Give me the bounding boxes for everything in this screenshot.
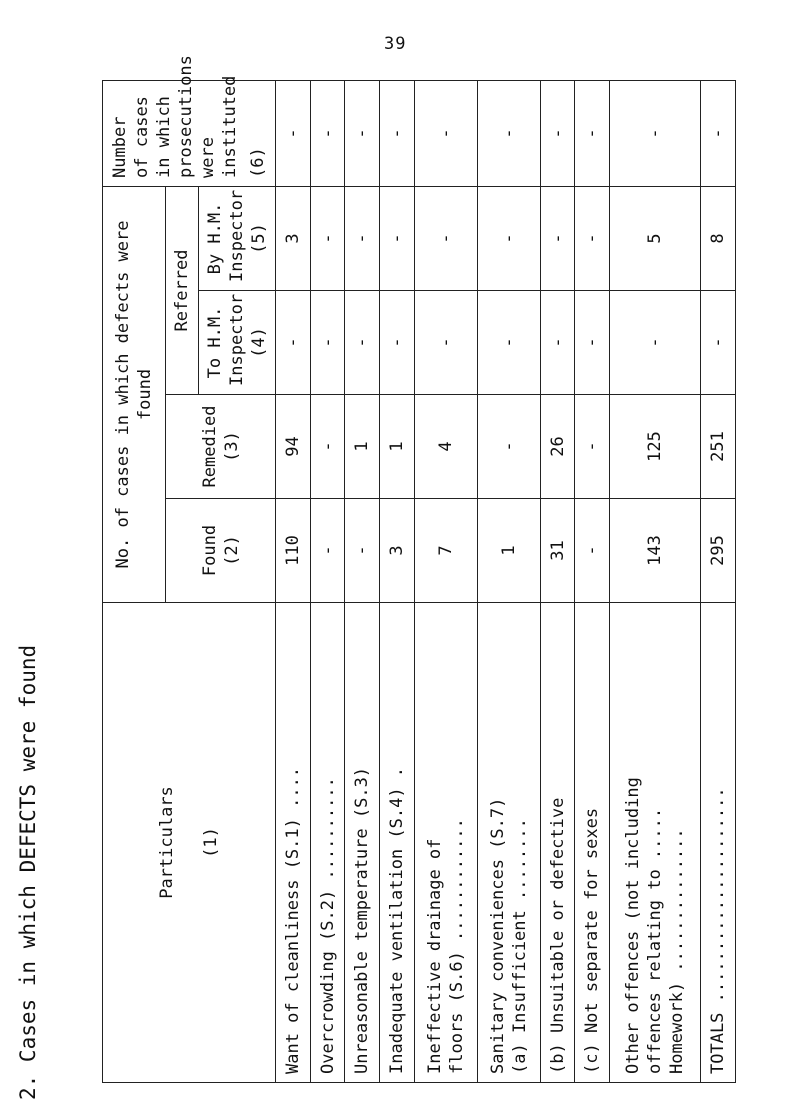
totals-row	[701, 80, 736, 1082]
row-found: 1	[477, 499, 540, 603]
particulars-header-label: Particulars	[157, 786, 177, 899]
row-remedied: -	[310, 395, 345, 499]
row-by-inspector: -	[575, 186, 610, 290]
row-to-inspector: -	[540, 291, 575, 395]
row-prosecutions: -	[610, 80, 701, 186]
row-found: 143	[610, 499, 701, 603]
row-by-inspector: -	[414, 186, 477, 290]
totals-found: 295	[701, 499, 736, 603]
row-particulars-line-3: Homework) ..............	[667, 828, 688, 1074]
totals-prosecutions: -	[701, 80, 736, 186]
row-prosecutions: -	[345, 80, 380, 186]
row-to-inspector: -	[345, 291, 380, 395]
row-found: 31	[540, 499, 575, 603]
row-by-inspector: 3	[276, 186, 311, 290]
by-inspector-header	[199, 186, 276, 290]
row-prosecutions: -	[276, 80, 311, 186]
totals-by-inspector: 8	[701, 186, 736, 290]
row-prosecutions: -	[414, 80, 477, 186]
row-particulars: Inadequate ventilation (S.4) .	[380, 603, 415, 1083]
row-to-inspector: -	[414, 291, 477, 395]
found-header	[166, 499, 276, 603]
row-remedied: 94	[276, 395, 311, 499]
prosecutions-header	[103, 55, 276, 186]
row-to-inspector: -	[610, 291, 701, 395]
row-particulars	[477, 603, 540, 1083]
remedied-header	[166, 395, 276, 499]
col5-label: (5)	[249, 223, 269, 254]
table-row	[610, 80, 701, 1082]
row-prosecutions: -	[540, 80, 575, 186]
col1-label: (1)	[201, 827, 221, 858]
table-row	[380, 80, 415, 1082]
totals-label: TOTALS .....................	[701, 603, 736, 1083]
section-title: 2. Cases in which DEFECTS were found	[16, 644, 40, 1100]
row-to-inspector: -	[276, 291, 311, 395]
col3-label: (3)	[221, 431, 242, 462]
row-by-inspector: -	[345, 186, 380, 290]
header-row-1	[103, 80, 166, 1082]
to-inspector-header	[199, 291, 276, 395]
table-row	[345, 80, 380, 1082]
defects-found-header: No. of cases in which defects were found	[103, 186, 166, 602]
row-remedied: -	[477, 395, 540, 499]
row-particulars	[414, 603, 477, 1083]
col2-label: (2)	[221, 535, 242, 566]
row-particulars: Overcrowding (S.2) ..........	[310, 603, 345, 1083]
remedied-header-label: Remedied	[199, 405, 220, 488]
row-prosecutions: -	[575, 80, 610, 186]
row-found: -	[345, 499, 380, 603]
row-by-inspector: -	[540, 186, 575, 290]
row-by-inspector: 5	[610, 186, 701, 290]
row-particulars: Want of cleanliness (S.1) ....	[276, 603, 311, 1083]
row-prosecutions: -	[310, 80, 345, 186]
row-by-inspector: -	[380, 186, 415, 290]
to-inspector-label: To H.M. Inspector	[205, 293, 247, 386]
referred-header: Referred	[166, 186, 199, 394]
prosecutions-header-label: Number of cases in which prosecutions were instituted	[110, 55, 240, 178]
row-particulars	[610, 603, 701, 1083]
row-found: -	[575, 499, 610, 603]
row-found: 7	[414, 499, 477, 603]
row-remedied: 125	[610, 395, 701, 499]
row-remedied: 4	[414, 395, 477, 499]
row-to-inspector: -	[380, 291, 415, 395]
defects-table	[102, 55, 736, 1083]
row-prosecutions: -	[477, 80, 540, 186]
row-particulars: (b) Unsuitable or defective	[540, 603, 575, 1083]
found-header-label: Found	[199, 524, 220, 577]
row-particulars-line-2: offences relating to .....	[645, 807, 666, 1074]
table-row	[575, 80, 610, 1082]
col6-label: (6)	[248, 147, 268, 178]
row-found: 110	[276, 499, 311, 603]
row-found: -	[310, 499, 345, 603]
by-inspector-label: By H.M. Inspector	[205, 189, 247, 282]
table-row	[540, 80, 575, 1082]
row-by-inspector: -	[310, 186, 345, 290]
row-remedied: 1	[380, 395, 415, 499]
row-found: 3	[380, 499, 415, 603]
row-particulars: Unreasonable temperature (S.3)	[345, 603, 380, 1083]
particulars-header	[103, 603, 276, 1083]
row-prosecutions: -	[380, 80, 415, 186]
totals-remedied: 251	[701, 395, 736, 499]
row-particulars-line-2: floors (S.6) ............	[446, 818, 467, 1074]
row-remedied: -	[575, 395, 610, 499]
row-particulars: (c) Not separate for sexes	[575, 603, 610, 1083]
defects-table-rotated	[102, 55, 736, 1083]
row-to-inspector: -	[575, 291, 610, 395]
row-by-inspector: -	[477, 186, 540, 290]
table-row	[276, 80, 311, 1082]
table-row	[310, 80, 345, 1082]
row-particulars-line-1: Other offences (not including	[623, 777, 644, 1074]
row-particulars-line-1: Ineffective drainage of	[424, 838, 445, 1074]
table-row	[477, 80, 540, 1082]
col4-label: (4)	[249, 327, 269, 358]
row-remedied: 1	[345, 395, 380, 499]
row-remedied: 26	[540, 395, 575, 499]
row-to-inspector: -	[310, 291, 345, 395]
page-number: 39	[384, 34, 407, 54]
table-row	[414, 80, 477, 1082]
totals-to-inspector: -	[701, 291, 736, 395]
row-particulars-line-2: (a) Insufficient ........	[509, 818, 530, 1074]
row-to-inspector: -	[477, 291, 540, 395]
row-particulars-line-1: Sanitary conveniences (S.7)	[487, 797, 508, 1074]
